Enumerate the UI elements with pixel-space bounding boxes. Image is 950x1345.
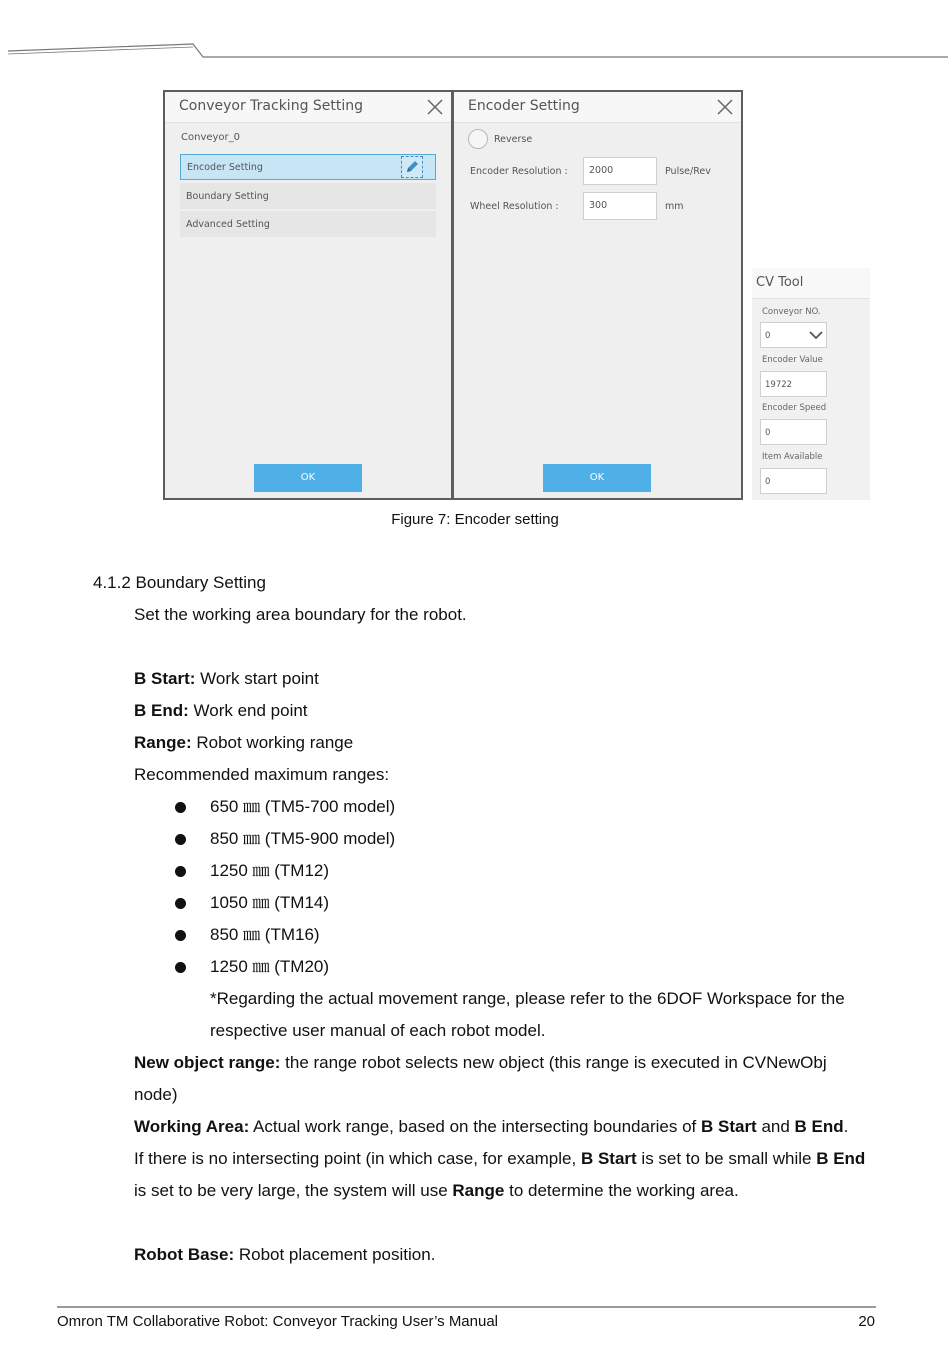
reverse-label: Reverse — [494, 134, 533, 145]
range-list-item: 650 ㎜ (TM5-700 model) — [210, 797, 396, 816]
robot-base-term: Robot Base: — [134, 1245, 235, 1264]
section-heading — [93, 573, 266, 593]
encoder-speed-label: Encoder Speed — [762, 403, 827, 413]
ok-button[interactable]: OK — [254, 464, 362, 492]
working-area-definition — [134, 1117, 848, 1137]
wheel-resolution-unit: mm — [665, 201, 684, 212]
section-number: 4.1.2 — [93, 573, 131, 592]
bullet-icon — [175, 898, 186, 909]
menu-item-encoder-setting[interactable] — [180, 154, 436, 180]
range-list-item: 1250 ㎜ (TM20) — [210, 957, 330, 976]
fallback-line-2 — [134, 1181, 739, 1201]
cv-tool-title: CV Tool — [756, 275, 804, 290]
header-rule — [8, 40, 948, 60]
b-end-term: B End: — [134, 701, 189, 720]
wheel-resolution-input[interactable]: 300 — [583, 192, 657, 220]
range-list-item: 850 ㎜ (TM16) — [210, 925, 320, 944]
item-available-field[interactable]: 0 — [760, 468, 827, 494]
note-line-1: *Regarding the actual movement range, please refer to the 6DOF Workspace for the — [210, 989, 845, 1008]
period: . — [843, 1117, 849, 1136]
new-object-term: New object range: — [134, 1053, 281, 1072]
working-area-desc: Actual work range, based on the intersecting boundaries of — [249, 1117, 701, 1136]
bullet-icon — [175, 834, 186, 845]
chevron-down-icon — [809, 330, 823, 340]
bullet-icon — [175, 802, 186, 813]
new-object-desc: the range robot selects new object (this range is executed in CVNewObj — [280, 1053, 827, 1072]
recommended-heading: Recommended maximum ranges: — [134, 765, 390, 784]
fallback-text-4: to determine the working area. — [504, 1181, 739, 1200]
section-intro: Set the working area boundary for the robot. — [134, 605, 467, 624]
b-start-ref: B Start — [580, 1149, 637, 1168]
encoder-resolution-label: Encoder Resolution : — [470, 166, 568, 177]
bullet-icon — [175, 962, 186, 973]
b-end-desc: Work end point — [188, 701, 308, 720]
range-term: Range: — [134, 733, 192, 752]
robot-base-desc: Robot placement position. — [234, 1245, 436, 1264]
encoder-value-label: Encoder Value — [762, 355, 823, 365]
pencil-icon — [402, 157, 422, 177]
encoder-value-field[interactable]: 19722 — [760, 371, 827, 397]
range-definition — [134, 733, 353, 753]
menu-item-advanced-setting[interactable] — [180, 211, 436, 237]
encoder-resolution-input[interactable]: 2000 — [583, 157, 657, 185]
b-end-ref: B End — [816, 1149, 866, 1168]
range-list-item: 1250 ㎜ (TM12) — [210, 861, 330, 880]
range-list-item: 1050 ㎜ (TM14) — [210, 893, 330, 912]
range-ref: Range — [452, 1181, 505, 1200]
bullet-icon — [175, 866, 186, 877]
reverse-radio[interactable] — [468, 129, 488, 149]
b-start-term: B Start: — [134, 669, 196, 688]
and-text: and — [756, 1117, 795, 1136]
menu-item-boundary-setting[interactable] — [180, 183, 436, 209]
menu-item-label: Boundary Setting — [186, 191, 269, 202]
figure-caption: Figure 7: Encoder setting — [391, 511, 559, 528]
conveyor-no-label: Conveyor NO. — [762, 307, 821, 317]
section-title: Boundary Setting — [135, 573, 266, 592]
b-end-definition — [134, 701, 308, 721]
item-available-label: Item Available — [762, 452, 823, 462]
dialog-title: Conveyor Tracking Setting — [179, 98, 364, 114]
dialog-title-bar — [165, 92, 451, 123]
ok-button[interactable]: OK — [543, 464, 651, 492]
fallback-text-1: If there is no intersecting point (in which case, for example, — [134, 1149, 581, 1168]
bullet-icon — [175, 930, 186, 941]
fallback-line-1 — [134, 1149, 865, 1169]
page-number: 20 — [858, 1313, 875, 1330]
menu-item-label: Encoder Setting — [187, 162, 263, 173]
cv-tool-header — [752, 268, 870, 299]
close-icon[interactable] — [427, 99, 443, 115]
fallback-text-2: is set to be small while — [636, 1149, 817, 1168]
conveyor-name: Conveyor_0 — [181, 132, 241, 143]
conveyor-tracking-dialog — [163, 90, 453, 500]
working-area-term: Working Area: — [134, 1117, 250, 1136]
b-start-desc: Work start point — [195, 669, 319, 688]
close-icon[interactable] — [717, 99, 733, 115]
dialog-title-bar — [454, 92, 741, 123]
b-start-ref: B Start — [700, 1117, 757, 1136]
range-list-item: 850 ㎜ (TM5-900 model) — [210, 829, 396, 848]
footer-rule — [57, 1306, 876, 1308]
robot-base-definition — [134, 1245, 435, 1265]
note-line-2: respective user manual of each robot model. — [210, 1021, 546, 1040]
b-end-ref: B End — [794, 1117, 844, 1136]
encoder-setting-dialog — [452, 90, 743, 500]
range-desc: Robot working range — [191, 733, 354, 752]
new-object-range-definition — [134, 1053, 827, 1073]
b-start-definition — [134, 669, 319, 689]
menu-item-label: Advanced Setting — [186, 219, 270, 230]
wheel-resolution-label: Wheel Resolution : — [470, 201, 559, 212]
encoder-speed-field[interactable]: 0 — [760, 419, 827, 445]
new-object-continuation: node) — [134, 1085, 178, 1104]
conveyor-no-value: 0 — [765, 331, 771, 341]
footer-title: Omron TM Collaborative Robot: Conveyor Tracking User’s Manual — [57, 1313, 499, 1330]
conveyor-no-select[interactable] — [760, 322, 827, 348]
cv-tool-panel — [752, 268, 870, 500]
dialog-title: Encoder Setting — [468, 98, 580, 114]
encoder-resolution-unit: Pulse/Rev — [665, 166, 711, 177]
edit-button[interactable] — [401, 156, 423, 178]
fallback-text-3: is set to be very large, the system will use — [134, 1181, 453, 1200]
